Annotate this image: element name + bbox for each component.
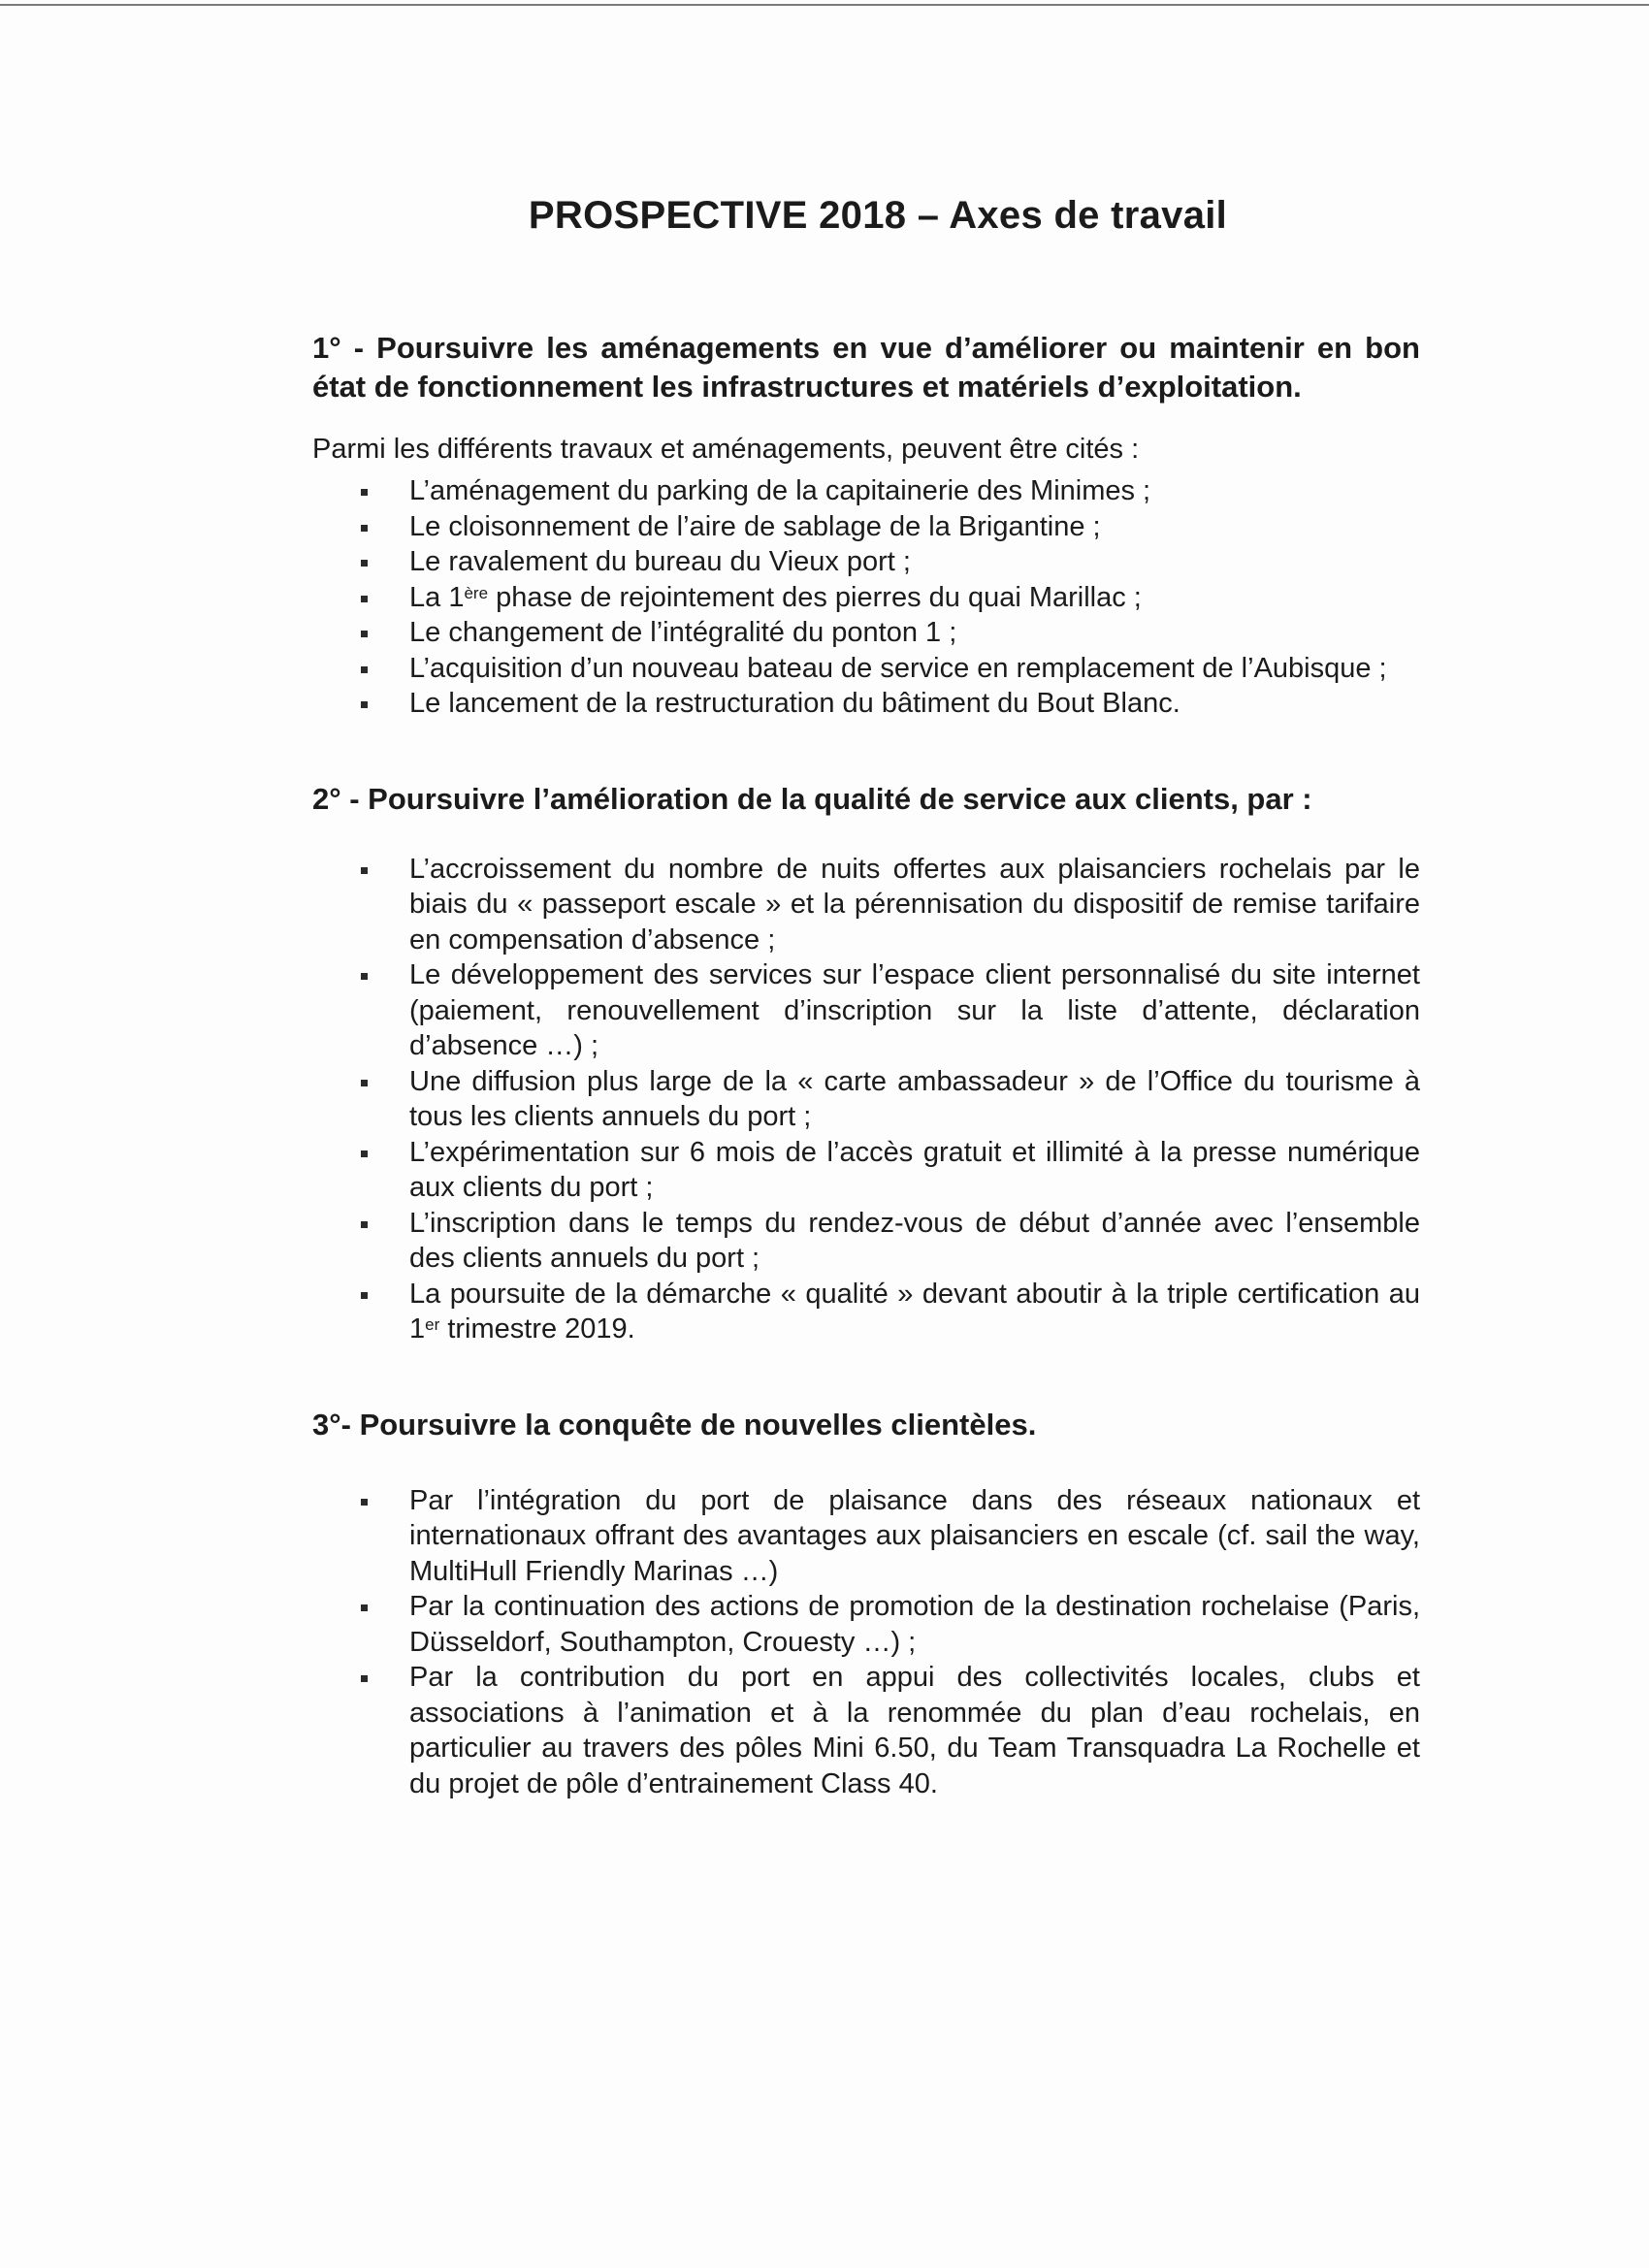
list-item: La poursuite de la démarche « qualité » devant aboutir à la triple certification au 1er trimestre 2019. xyxy=(361,1277,1420,1347)
list-item: L’inscription dans le temps du rendez-vous de début d’année avec l’ensemble des clients annuels du port ; xyxy=(361,1206,1420,1277)
list-item: La 1ère phase de rejointement des pierres du quai Marillac ; xyxy=(361,580,1420,616)
section-1-list xyxy=(312,473,1420,722)
list-item: Par la continuation des actions de promotion de la destination rochelaise (Paris, Düsseldorf, Southampton, Crouesty …) ; xyxy=(361,1589,1420,1660)
list-item: L’expérimentation sur 6 mois de l’accès gratuit et illimité à la presse numérique aux clients du port ; xyxy=(361,1135,1420,1206)
list-item: Par la contribution du port en appui des collectivités locales, clubs et associations à l’animation et à la renommée du plan d’eau rochelais, en particulier au travers des pôles Mini 6.50, du Team Transquadra La Rochelle et du projet de pôle d’entrainement Class 40. xyxy=(361,1660,1420,1801)
section-2-heading: 2° - Poursuivre l’amélioration de la qualité de service aux clients, par : xyxy=(312,781,1312,816)
list-item: Par l’intégration du port de plaisance dans des réseaux nationaux et internationaux offrant des avantages aux plaisanciers en escale (cf. sail the way, MultiHull Friendly Marinas …) xyxy=(361,1483,1420,1590)
list-item: Le ravalement du bureau du Vieux port ; xyxy=(361,544,1420,580)
section-1 xyxy=(312,329,1420,722)
scan-top-border xyxy=(0,4,1649,6)
section-1-heading: 1° - Poursuivre les aménagements en vue d’améliorer ou maintenir en bon état de fonctionnement les infrastructures et matériels d’exploitation. xyxy=(312,331,1420,404)
list-item: Le changement de l’intégralité du ponton 1 ; xyxy=(361,615,1420,651)
ordinal-superscript: ère xyxy=(464,583,489,602)
list-item: Le cloisonnement de l’aire de sablage de la Brigantine ; xyxy=(361,509,1420,545)
section-3-heading: 3°- Poursuivre la conquête de nouvelles clientèles. xyxy=(312,1407,1037,1442)
section-2-list xyxy=(312,852,1420,1347)
section-1-intro: Parmi les différents travaux et aménagements, peuvent être cités : xyxy=(312,434,1140,465)
document-page xyxy=(312,194,1420,1801)
list-item: Le lancement de la restructuration du bâtiment du Bout Blanc. xyxy=(361,686,1420,722)
list-item: Une diffusion plus large de la « carte ambassadeur » de l’Office du tourisme à tous les clients annuels du port ; xyxy=(361,1064,1420,1135)
document-title: PROSPECTIVE 2018 – Axes de travail xyxy=(528,194,1228,237)
list-item: L’acquisition d’un nouveau bateau de service en remplacement de l’Aubisque ; xyxy=(361,651,1420,687)
list-item: L’aménagement du parking de la capitainerie des Minimes ; xyxy=(361,473,1420,509)
section-3-list xyxy=(312,1483,1420,1802)
section-3 xyxy=(312,1406,1420,1802)
section-2 xyxy=(312,780,1420,1347)
list-item: Le développement des services sur l’espace client personnalisé du site internet (paiement, renouvellement d’inscription sur la liste d’attente, déclaration d’absence …) ; xyxy=(361,957,1420,1064)
list-item: L’accroissement du nombre de nuits offertes aux plaisanciers rochelais par le biais du « passeport escale » et la pérennisation du dispositif de remise tarifaire en compensation d’absence ; xyxy=(361,852,1420,958)
ordinal-superscript: er xyxy=(425,1315,440,1334)
